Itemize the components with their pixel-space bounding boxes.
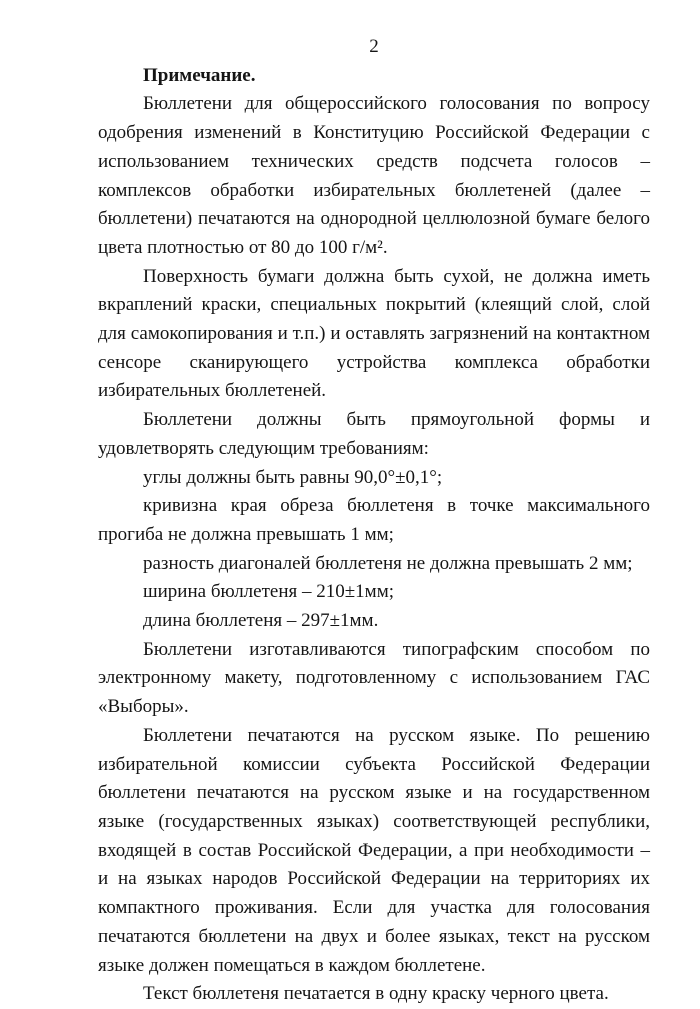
paragraph: углы должны быть равны 90,0°±0,1°; bbox=[143, 466, 443, 488]
paragraph: разность диагоналей бюллетеня не должна превышать 2 мм; bbox=[143, 552, 633, 574]
paragraph: Бюллетени изготавливаются типографским способом по электронному макету, подготовленному с использованием ГАС «Выборы». bbox=[98, 638, 650, 718]
section-heading: Примечание. bbox=[143, 64, 256, 86]
paragraph: Поверхность бумаги должна быть сухой, не должна иметь вкраплений краски, специальных покрытий (клеящий слой, слой для самокопирования и т.п.) и оставлять загрязнений на контактном сенсоре сканирующего устройства комплекса обработки избирательных бюллетеней. bbox=[98, 265, 650, 402]
paragraph: Бюллетени должны быть прямоугольной формы и удовлетворять следующим требованиям: bbox=[98, 409, 650, 459]
paragraph: Бюллетени для общероссийского голосования по вопросу одобрения изменений в Конституцию Российской Федерации с использованием технических средств подсчета голосов – комплексов обработки избирательных бюллетеней (далее – бюллетени) печатаются на однородной целлюлозной бумаге белого цвета плотностью от 80 до 100 г/м². bbox=[98, 93, 650, 258]
paragraph: длина бюллетеня – 297±1мм. bbox=[143, 610, 379, 632]
page-number: 2 bbox=[369, 36, 379, 57]
paragraph: Бюллетени печатаются на русском языке. По решению избирательной комиссии субъекта Российской Федерации бюллетени печатаются на русском языке и на государственном языке (государственных языках) соответствующей республики, входящей в состав Российской Федерации, а при необходимости – и на языках народов Российской Федерации на территориях их компактного проживания. Если для участка для голосования печатаются бюллетени на двух и более языках, текст на русском языке должен помещаться в каждом бюллетене. bbox=[98, 724, 650, 976]
document-body bbox=[98, 90, 650, 1009]
paragraph: ширина бюллетеня – 210±1мм; bbox=[143, 581, 394, 603]
paragraph: Текст бюллетеня печатается в одну краску черного цвета. bbox=[143, 983, 609, 1005]
paragraph: кривизна края обреза бюллетеня в точке максимального прогиба не должна превышать 1 мм; bbox=[98, 495, 650, 545]
